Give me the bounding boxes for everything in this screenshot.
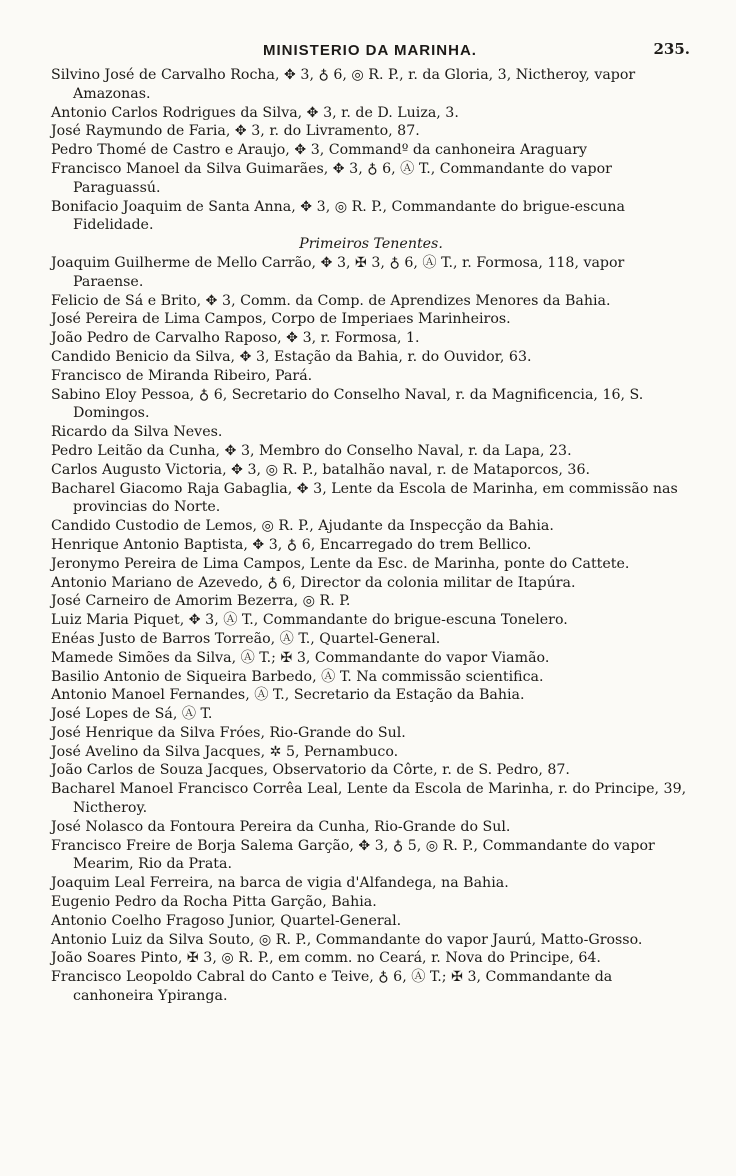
list-item: Candido Custodio de Lemos, ◎ R. P., Ajudante da Inspecção da Bahia. — [51, 518, 554, 535]
list-item: Enéas Justo de Barros Torreão, Ⓐ T., Quartel-General. — [51, 630, 441, 647]
list-item: Antonio Luiz da Silva Souto, ◎ R. P., Commandante do vapor Jaurú, Matto-Grosso. — [51, 931, 643, 948]
list-item: José Lopes de Sá, Ⓐ T. — [51, 706, 213, 723]
list-item: Sabino Eloy Pessoa, ♁ 6, Secretario do Conselho Naval, r. da Magnificencia, 16, S. Domingos. — [51, 386, 644, 422]
list-item: Antonio Coelho Fragoso Junior, Quartel-General. — [51, 912, 402, 929]
page-number: 235. — [653, 40, 690, 58]
list-item: Francisco Freire de Borja Salema Garção, ✥ 3, ♁ 5, ◎ R. P., Commandante do vapor Mearim, Rio da Prata. — [51, 837, 655, 873]
list-item: João Pedro de Carvalho Raposo, ✥ 3, r. Formosa, 1. — [51, 330, 420, 347]
list-item: Francisco Leopoldo Cabral do Canto e Teive, ♁ 6, Ⓐ T.; ✠ 3, Commandante da canhoneira Ypiranga. — [51, 969, 613, 1005]
list-item: Pedro Thomé de Castro e Araujo, ✥ 3, Commandº da canhoneira Araguary — [51, 142, 587, 159]
list-item: Henrique Antonio Baptista, ✥ 3, ♁ 6, Encarregado do trem Bellico. — [51, 536, 532, 553]
entry-list — [51, 66, 691, 1006]
list-item: Eugenio Pedro da Rocha Pitta Garção, Bahia. — [51, 894, 377, 911]
list-item: Jeronymo Pereira de Lima Campos, Lente da Esc. de Marinha, ponte do Cattete. — [51, 555, 630, 572]
list-item: Francisco de Miranda Ribeiro, Pará. — [51, 367, 313, 384]
section-heading: Primeiros Tenentes. — [299, 236, 443, 253]
list-item: Bonifacio Joaquim de Santa Anna, ✥ 3, ◎ R. P., Commandante do brigue-escuna Fidelidade. — [51, 198, 625, 234]
list-item: Francisco Manoel da Silva Guimarães, ✥ 3, ♁ 6, Ⓐ T., Commandante do vapor Paraguassú. — [51, 160, 612, 196]
list-item: Antonio Mariano de Azevedo, ♁ 6, Director da colonia militar de Itapúra. — [51, 574, 576, 591]
list-item: Joaquim Leal Ferreira, na barca de vigia d'Alfandega, na Bahia. — [51, 875, 509, 892]
list-item: José Carneiro de Amorim Bezerra, ◎ R. P. — [51, 593, 351, 610]
list-item: Antonio Carlos Rodrigues da Silva, ✥ 3, r. de D. Luiza, 3. — [51, 104, 459, 121]
list-item: José Avelino da Silva Jacques, ✲ 5, Pernambuco. — [51, 743, 399, 760]
list-item: Bacharel Manoel Francisco Corrêa Leal, Lente da Escola de Marinha, r. do Principe, 39, Nictheroy. — [51, 781, 687, 817]
list-item: Candido Benicio da Silva, ✥ 3, Estação da Bahia, r. do Ouvidor, 63. — [51, 348, 532, 365]
list-item: João Carlos de Souza Jacques, Observatorio da Côrte, r. de S. Pedro, 87. — [51, 762, 570, 779]
list-item: Ricardo da Silva Neves. — [51, 424, 223, 441]
list-item: Felicio de Sá e Brito, ✥ 3, Comm. da Comp. de Aprendizes Menores da Bahia. — [51, 292, 611, 309]
header-title: MINISTERIO DA MARINHA. — [263, 42, 477, 59]
list-item: Carlos Augusto Victoria, ✥ 3, ◎ R. P., batalhão naval, r. de Mataporcos, 36. — [51, 461, 590, 478]
list-item: João Soares Pinto, ✠ 3, ◎ R. P., em comm. no Ceará, r. Nova do Principe, 64. — [51, 950, 601, 967]
list-item: Pedro Leitão da Cunha, ✥ 3, Membro do Conselho Naval, r. da Lapa, 23. — [51, 442, 572, 459]
list-item: José Henrique da Silva Fróes, Rio-Grande do Sul. — [51, 724, 406, 741]
list-item: Antonio Manoel Fernandes, Ⓐ T., Secretario da Estação da Bahia. — [51, 687, 525, 704]
list-item: José Nolasco da Fontoura Pereira da Cunha, Rio-Grande do Sul. — [51, 818, 511, 835]
list-item: Silvino José de Carvalho Rocha, ✥ 3, ♁ 6, ◎ R. P., r. da Gloria, 3, Nictheroy, vapor Amazonas. — [51, 67, 636, 102]
page-header — [50, 40, 690, 64]
list-item: Basilio Antonio de Siqueira Barbedo, Ⓐ T. Na commissão scientifica. — [51, 668, 544, 685]
list-item: José Raymundo de Faria, ✥ 3, r. do Livramento, 87. — [51, 123, 420, 140]
list-item: Joaquim Guilherme de Mello Carrão, ✥ 3, ✠ 3, ♁ 6, Ⓐ T., r. Formosa, 118, vapor Paraense. — [51, 254, 625, 290]
list-item: Mamede Simões da Silva, Ⓐ T.; ✠ 3, Commandante do vapor Viamão. — [51, 649, 550, 666]
list-item: Bacharel Giacomo Raja Gabaglia, ✥ 3, Lente da Escola de Marinha, em commissão nas provincias do Norte. — [51, 480, 678, 516]
list-item: Luiz Maria Piquet, ✥ 3, Ⓐ T., Commandante do brigue-escuna Tonelero. — [51, 612, 568, 629]
list-item: José Pereira de Lima Campos, Corpo de Imperiaes Marinheiros. — [51, 311, 511, 328]
